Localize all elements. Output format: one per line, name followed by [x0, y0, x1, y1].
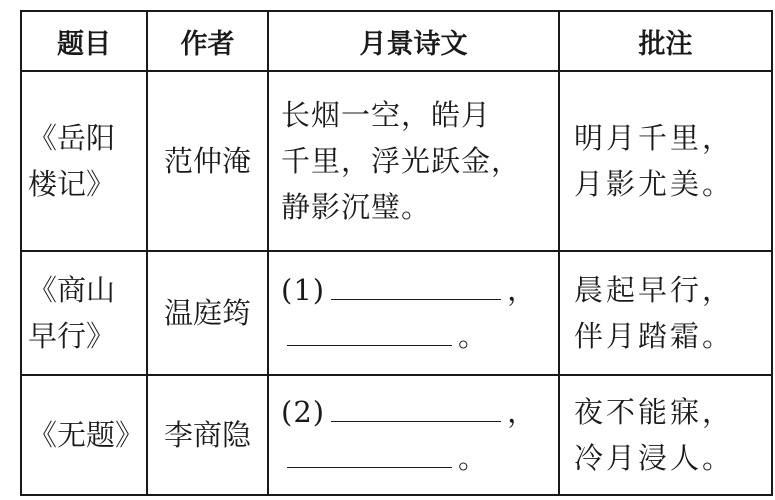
poem-line: 千里，浮光跃金， — [281, 144, 522, 178]
header-annotation: 批注 — [559, 11, 772, 71]
note-line: 夜不能寐， — [574, 395, 735, 429]
note-cell — [559, 375, 772, 495]
moon-poem-table — [20, 10, 773, 496]
blank-number-label: (1) — [281, 273, 326, 307]
title-cell — [21, 251, 147, 375]
answer-blank[interactable] — [287, 467, 452, 468]
author-cell: 温庭筠 — [147, 251, 268, 375]
answer-blank[interactable] — [331, 299, 501, 300]
note-line: 伴月踏霜。 — [574, 319, 735, 353]
header-row — [21, 11, 772, 71]
title-cell — [21, 375, 147, 495]
answer-blank[interactable] — [331, 421, 501, 422]
header-author: 作者 — [147, 11, 268, 71]
fill-blank-cell — [268, 375, 559, 495]
title-line: 楼记》 — [28, 167, 116, 201]
note-line: 晨起早行， — [574, 273, 735, 307]
table-row — [21, 251, 772, 375]
title-line: 早行》 — [28, 319, 116, 353]
title-line: 《无题》 — [28, 418, 145, 452]
author-cell: 范仲淹 — [147, 71, 268, 251]
note-line: 月影尤美。 — [574, 167, 735, 201]
title-line: 《岳阳 — [28, 121, 116, 155]
author-cell: 李商隐 — [147, 375, 268, 495]
blank-punctuation: 。 — [458, 441, 489, 475]
table-row — [21, 375, 772, 495]
note-cell — [559, 251, 772, 375]
poem-line: 长烟一空，皓月 — [281, 98, 492, 132]
note-line: 明月千里， — [574, 121, 735, 155]
blank-punctuation: 。 — [458, 319, 489, 353]
blank-punctuation: ， — [507, 395, 538, 429]
poem-line: 静影沉璧。 — [281, 190, 432, 224]
header-title: 题目 — [21, 11, 147, 71]
blank-punctuation: ， — [507, 273, 538, 307]
note-cell — [559, 71, 772, 251]
header-poem-text: 月景诗文 — [268, 11, 559, 71]
poem-cell — [268, 71, 559, 251]
title-cell — [21, 71, 147, 251]
answer-blank[interactable] — [287, 345, 452, 346]
table-row — [21, 71, 772, 251]
fill-blank-cell — [268, 251, 559, 375]
title-line: 《商山 — [28, 273, 116, 307]
blank-number-label: (2) — [281, 395, 326, 429]
note-line: 冷月浸人。 — [574, 441, 735, 475]
